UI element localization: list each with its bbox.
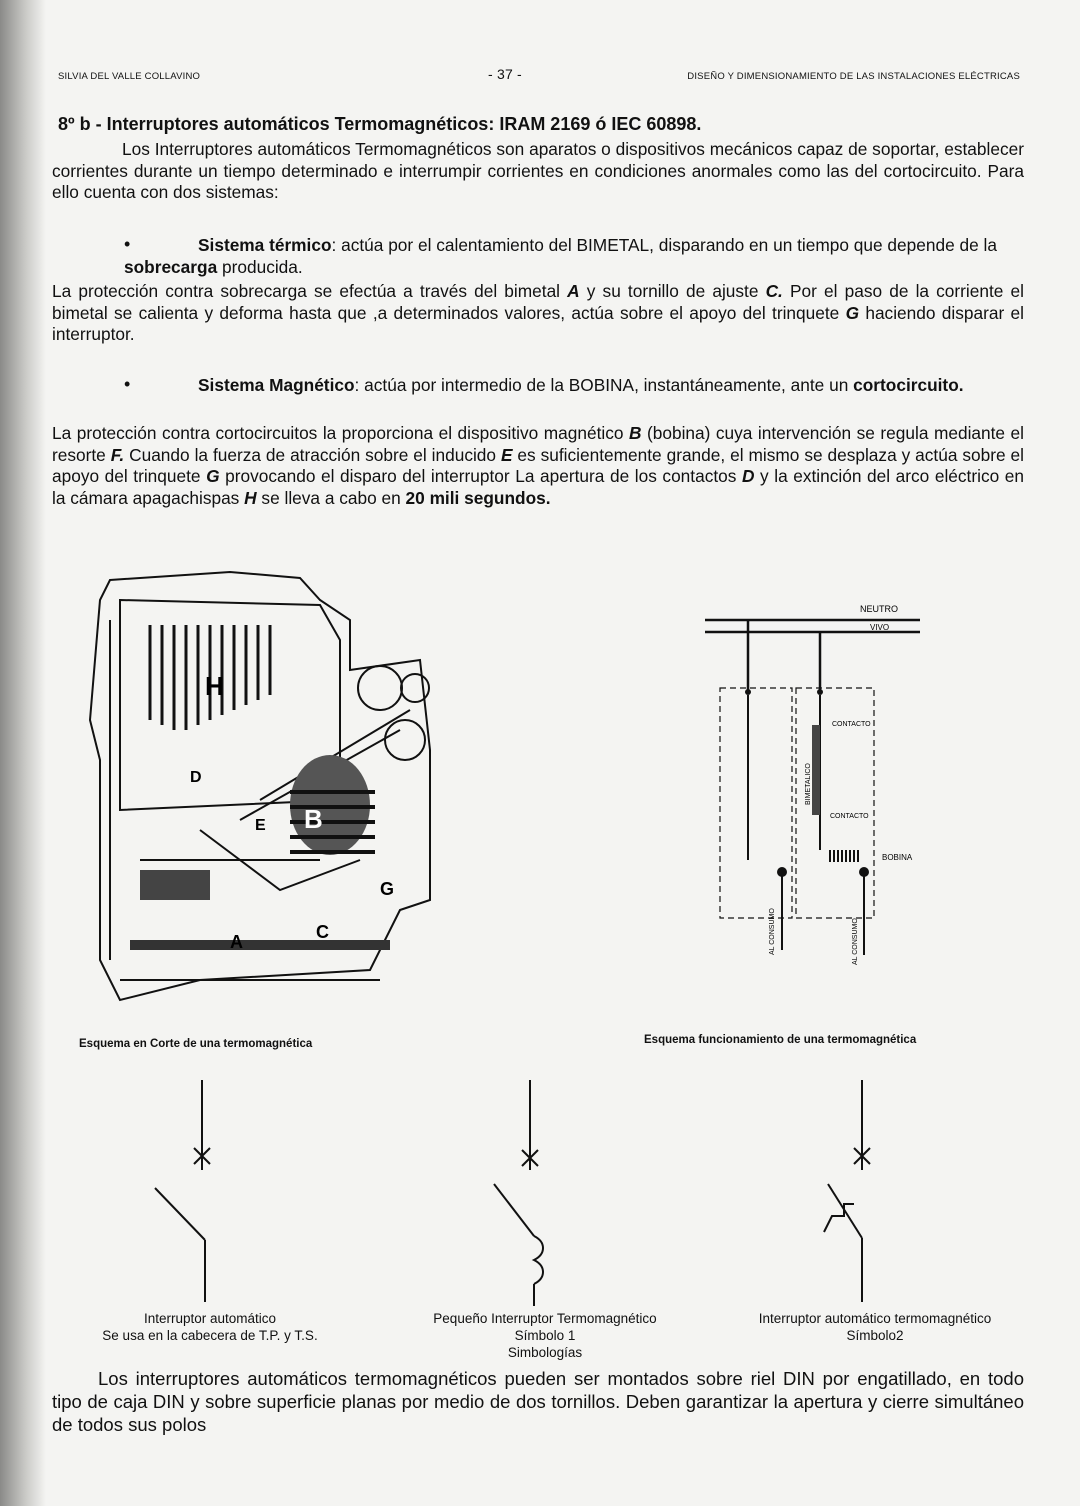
breaker-function-schema [700,600,960,980]
symbol-caption-3 [720,1310,1030,1344]
magnetic-text-a: : actúa por intermedio de la BOBINA, instantáneamente, ante un [354,375,854,395]
cut-label-c: C [316,922,329,942]
thermal-p3: Por el paso de la corriente el bimetal se calienta y deforma hasta que ,a determinados valores, actúa sobre el apoyo del trinquete [52,281,1024,323]
closing-paragraph: Los interruptores automáticos termomagnéticos pueden ser montados sobre riel DIN por engatillado, en todo tipo de caja DIN y sobre superficie planas por medio de dos tornillos. Deben garantizar la apertura y cierre simultáneo de todos sus polos [52,1368,1024,1435]
thermal-p4: haciendo disparar el interruptor. [52,302,1024,344]
label-e: E [500,444,513,465]
schema-label-bimetalico: BIMETALICO [805,763,812,805]
intro-paragraph: Los Interruptores automáticos Termomagnéticos son aparatos o dispositivos mecánicos capaz de soportar, establecer corrientes durante un tiempo determinado e interrumpir corrientes en condiciones anormales como las del cortocircuito. Para ello cuenta con dos sistemas: [52,139,1024,202]
thermal-name: Sistema térmico [198,235,332,255]
symbol-2-title: Pequeño Interruptor Termomagnético [433,1311,657,1326]
symbol-3-title: Interruptor automático termomagnético [758,1311,992,1326]
thermal-p2: y su tornillo de ajuste [579,281,766,301]
label-c: C. [765,281,783,301]
label-d: D [741,466,755,486]
bullet-dot-magnetic: • [124,374,131,394]
symbologies-label: Simbologías [507,1345,583,1360]
cut-label-h: H [205,671,224,701]
page-header [58,68,1020,88]
symbol-3-subtitle: Símbolo2 [846,1328,904,1343]
section-title: 8º b - Interruptores automáticos Termomagnéticos: IRAM 2169 ó IEC 60898. [58,114,702,134]
symbol-interruptor-automatico [150,1080,230,1310]
cut-label-g: G [380,879,395,899]
symbol-interruptor-termomagnetico [810,1080,900,1310]
trip-time: 20 mili segundos. [405,487,551,508]
thermal-p1: La protección contra sobrecarga se efectúa a través del bimetal [52,281,568,301]
symbol-caption-2 [390,1310,700,1361]
magnetic-name: Sistema Magnético [198,375,355,395]
magnetic-bold: cortocircuito. [853,375,964,395]
label-g: G [845,302,860,323]
schema-label-consumo-1: AL CONSUMO [769,908,776,955]
symbol-caption-1 [60,1310,360,1344]
symbol-pequeno-interruptor [480,1080,580,1310]
symbol-2-subtitle: Símbolo 1 [514,1328,576,1343]
cut-label-a: A [230,932,243,952]
breaker-cross-section-drawing [80,560,440,1030]
thermal-bold: sobrecarga [124,257,218,277]
label-g2: G [206,466,220,486]
magnetic-p6: y la extinción del arco eléctrico en la cámara apagachispas [52,466,1024,508]
magnetic-bullet [124,374,1024,396]
bullet-dot-thermal: • [124,234,131,254]
cut-caption: Esquema en Corte de una termomagnética [79,1038,313,1050]
magnetic-p5: provocando el disparo del interruptor La apertura de los contactos [219,466,742,486]
schema-label-vivo: VIVO [870,623,890,632]
book-spine-shadow [0,0,46,1506]
label-b: B [629,423,642,443]
header-book-title: DISEÑO Y DIMENSIONAMIENTO DE LAS INSTALACIONES ELÉCTRICAS [687,71,1020,82]
magnetic-p2: (bobina) cuya intervención se regula mediante el resorte [52,423,1025,465]
magnetic-p4: es suficientemente grande, el mismo se desplaza y actúa sobre el apoyo del trinquete [52,444,1024,486]
schema-label-consumo-2: AL CONSUMO [852,918,859,965]
magnetic-paragraph [52,423,1024,509]
page-number: - 37 - [488,66,522,82]
cut-label-b: B [304,804,323,834]
magnetic-p7: se lleva a cabo en [256,487,406,508]
thermal-text-b: producida. [217,257,303,277]
magnetic-p3: Cuando la fuerza de atracción sobre el inducido [124,444,501,465]
thermal-bullet [124,234,1024,278]
thermal-text-a: : actúa por el calentamiento del BIMETAL, disparando en un tiempo que depende de la [331,235,997,255]
schema-label-neutro: NEUTRO [860,604,898,614]
thermal-paragraph [52,281,1024,346]
schema-caption: Esquema funcionamiento de una termomagnética [644,1034,917,1046]
schema-label-bobina: BOBINA [882,853,913,862]
symbol-1-subtitle: Se usa en la cabecera de T.P. y T.S. [102,1328,318,1343]
label-h: H [244,487,257,508]
schema-label-contacto-1: CONTACTO [832,721,871,728]
header-author: SILVIA DEL VALLE COLLAVINO [58,71,201,82]
schema-label-contacto-2: CONTACTO [830,813,869,820]
cut-label-e: E [255,817,266,834]
symbol-1-title: Interruptor automático [143,1311,277,1326]
label-f: F. [110,444,125,465]
cut-label-d: D [190,769,202,786]
label-a: A [567,281,580,301]
magnetic-p1: La protección contra cortocircuitos la proporciona el dispositivo magnético [52,423,629,443]
